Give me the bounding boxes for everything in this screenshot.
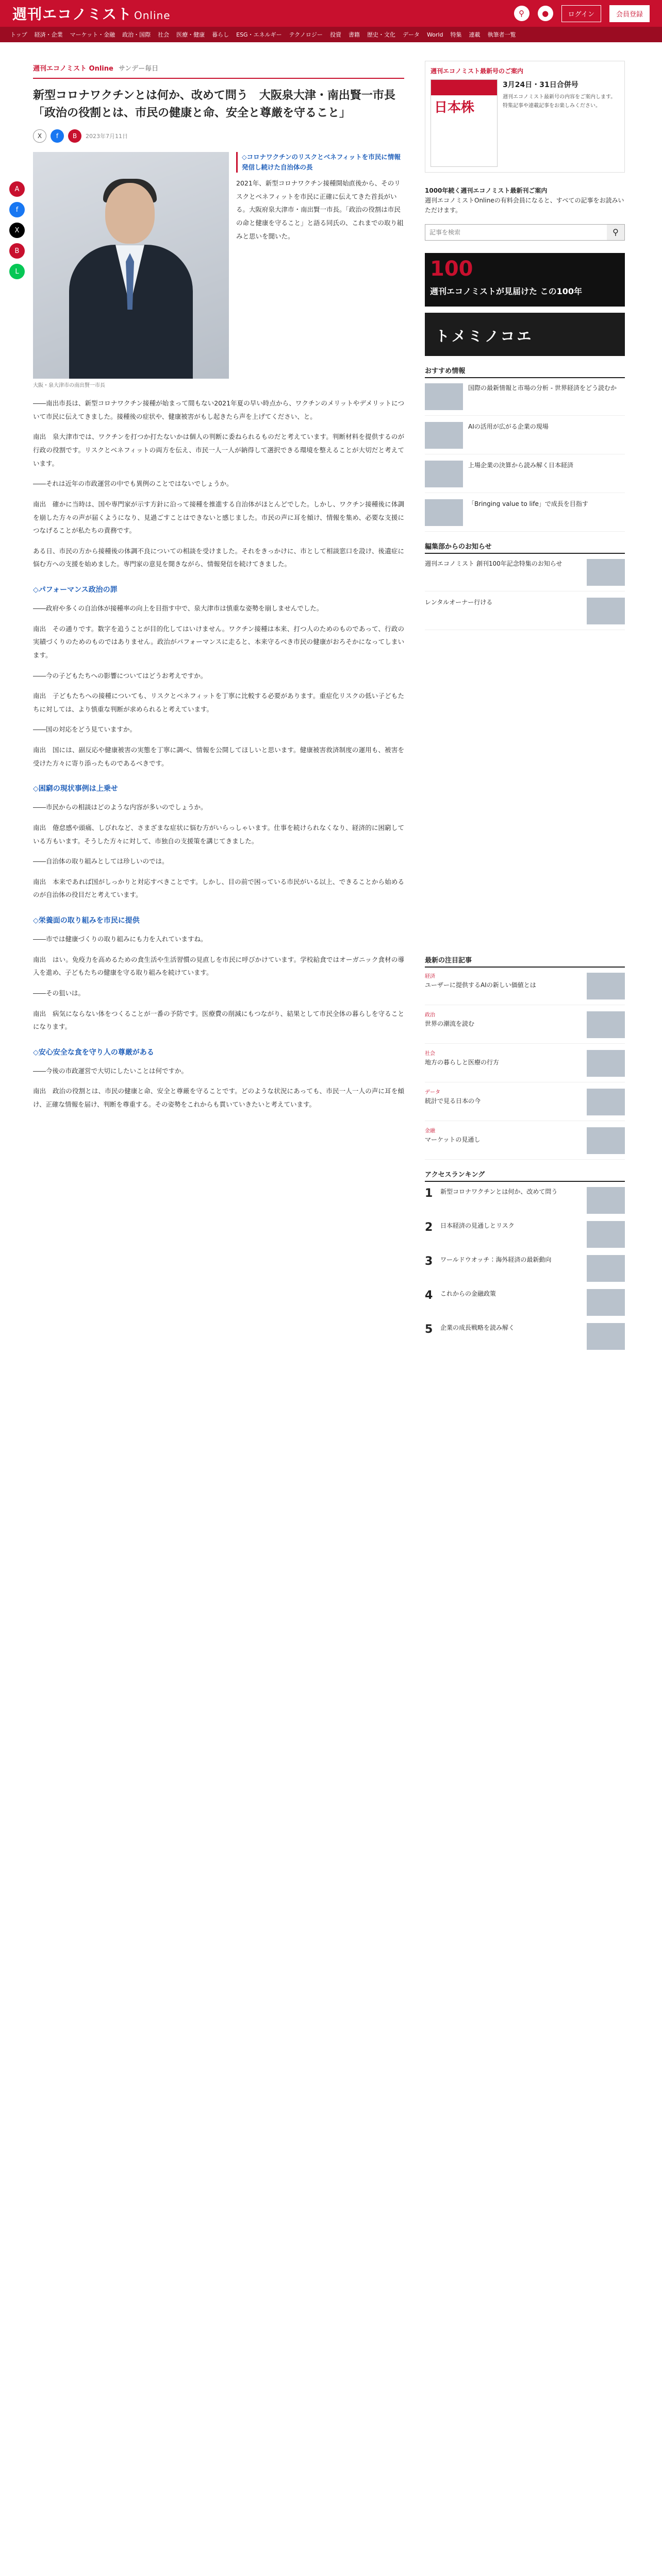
latest-category: データ [425,1089,440,1095]
body-paragraph: ――その狙いは。 [33,989,85,997]
latest-text: 地方の暮らしと医療の行方 [425,1059,500,1066]
breadcrumb-brand[interactable]: 週刊エコノミスト Online [33,65,113,73]
ranking-item[interactable] [425,1289,625,1316]
latest-text-wrap [425,1050,582,1077]
latest-category: 経済 [425,973,435,979]
body-paragraph: 南出 倦怠感や頭痛、しびれなど、さまざまな症状に悩む方がいらっしゃいます。仕事を続けられなくなり、経済的に困窮している方もいます。そうした方々に対して、市独自の支援策を講じてきました。 [33,823,404,845]
login-button[interactable]: ログイン [561,5,601,22]
ranking-item[interactable] [425,1255,625,1282]
body-paragraph: ――政府や多くの自治体が接種率の向上を目指す中で、泉大津市は慎重な姿勢を崩しませんでした。 [33,604,323,613]
body-paragraph: ――国の対応をどう見ていますか。 [33,725,137,734]
ranking-number: 3 [425,1255,433,1268]
article [14,42,404,1357]
nav-item[interactable]: 書籍 [348,31,360,38]
promo-title: 1000年続く週刊エコノミスト最新刊ご案内 [425,187,548,194]
latest-text-wrap [425,1011,582,1038]
editor-heading: 編集部からのお知らせ [425,541,625,554]
font-size-icon[interactable]: A [9,181,25,197]
body-paragraph: 南出 本来であれば国がしっかりと対応すべきことです。しかし、目の前で困っている市民がいる以上、できることから始めるのが自治体の役目だと考えています。 [33,877,404,899]
divider [33,78,404,79]
publish-date: 2023年7月11日 [86,133,128,140]
podcast-banner[interactable] [425,313,625,356]
body-paragraph: 南出 病気にならない体をつくることが一番の予防です。医療費の削減にもつながり、結果として市民全体の暮らしを守ることになります。 [33,1009,404,1031]
photo-caption: 大阪・泉大津市の南出賢一市長 [33,383,105,389]
hatena-icon[interactable]: B [9,243,25,259]
ranking-heading: アクセスランキング [425,1169,625,1182]
x-icon[interactable]: X [9,223,25,238]
thumbnail [425,422,463,449]
magazine-ad[interactable] [425,61,625,173]
banner-text: 週刊エコノミストが見届けた この100年 [430,286,582,296]
banner-number: 100 [430,257,473,281]
nav-item[interactable]: 特集 [450,31,462,38]
body-paragraph: ――市では健康づくりの取り組みにも力を入れていますね。 [33,935,207,943]
body-paragraph: 南出 泉大津市では、ワクチンを打つか打たないかは個人の判断に委ねられるものだと考えています。判断材料を提供するのが行政の役割です。リスクとベネフィットの両方を伝え、市民一人一人が納得して選択できる環境を整えることが大切だと考えています。 [33,433,404,467]
ranking-number: 5 [425,1323,433,1336]
recommend-item[interactable] [425,422,625,454]
facebook-share-icon[interactable]: f [51,129,64,143]
body-paragraph: 南出 子どもたちへの接種についても、リスクとベネフィットを丁寧に比較する必要があります。重症化リスクの低い子どもたちに対しては、より慎重な判断が求められると考えています。 [33,692,404,713]
thumbnail [587,598,625,624]
body-paragraph: 南出 国には、副反応や健康被害の実態を丁寧に調べ、情報を公開してほしいと思います。健康被害救済制度の運用も、被害を受けた方々に寄り添ったものであるべきです。 [33,746,404,767]
ranking-number: 1 [425,1187,433,1200]
nav-item[interactable]: 暮らし [212,31,229,38]
section-heading: ◇栄養面の取り組みを市民に提供 [33,917,140,925]
body-paragraph: ――南出市長は、新型コロナワクチン接種が始まって間もない2021年夏の早い時点から、ワクチンのメリットやデメリットについて市民に伝えてきました。接種後の症状や、健康被害がもし起きたら声を上げてください、と。 [33,399,404,420]
latest-text: 統計で見る日本の今 [425,1097,481,1105]
ranking-list [425,1187,625,1350]
magazine-ad-title: 週刊エコノミスト最新号のご案内 [431,67,524,75]
nav-item[interactable]: 連載 [469,31,481,38]
latest-text-wrap [425,973,582,999]
nav-item[interactable]: 医療・健康 [176,31,205,38]
nav-item[interactable]: ESG・エネルギー [236,31,282,38]
search-icon[interactable]: ⚲ [607,225,624,240]
latest-category: 金融 [425,1128,435,1134]
sidebar [425,42,625,1357]
nav-item[interactable]: 投資 [329,31,341,38]
body-paragraph: ある日、市民の方から接種後の体調不良についての相談を受けました。それをきっかけに、市として相談窓口を設け、後遺症に悩む方への支援を始めました。専門家の意見を聞きながら、情報発信を続けてきました。 [33,547,404,568]
facebook-icon[interactable]: f [9,202,25,217]
latest-item[interactable] [425,973,625,1005]
article-title: 新型コロナワクチンとは何か、改めて問う 大阪泉大津・南出賢一市長「政治の役割とは、市民の健康と命、安全と尊厳を守ること」 [33,89,395,120]
top-bar [0,0,662,27]
thumbnail [587,1127,625,1154]
editor-item[interactable] [425,598,625,630]
magazine-description: 週刊エコノミスト最新号の内容をご案内します。特集記事や連載記事をお楽しみください。 [503,94,616,109]
editor-text: 週刊エコノミスト 創刊100年記念特集のお知らせ [425,560,562,567]
thumbnail [587,559,625,586]
editor-list [425,559,625,630]
nav-item[interactable]: 社会 [158,31,170,38]
latest-item[interactable] [425,1127,625,1160]
nav-item[interactable]: 政治・国際 [122,31,151,38]
hatena-share-icon[interactable]: B [68,129,81,143]
thumbnail [587,1289,625,1316]
magazine-cover[interactable] [431,79,498,167]
body-paragraph: ――今後の市政運営で大切にしたいことは何ですか。 [33,1066,188,1075]
recommend-item[interactable] [425,383,625,416]
recommend-heading: おすすめ情報 [425,365,625,378]
thumbnail [587,1255,625,1282]
ranking-number: 4 [425,1289,433,1302]
body-paragraph: 南出 その通りです。数字を追うことが目的化してはいけません。ワクチン接種は本来、打つ人のためのものであって、行政の実績づくりのためのものではありません。政治がパフォーマンスに走ると、本来守るべき市民の健康がおろそかになってしまいます。 [33,624,404,659]
latest-text: ユーザーに提供するAIの新しい価値とは [425,981,536,989]
ranking-text: 新型コロナワクチンとは何か、改めて問う [440,1188,558,1195]
thumbnail [587,1187,625,1214]
thumbnail [587,973,625,999]
latest-text-wrap [425,1127,582,1154]
recommend-text: AIの活用が広がる企業の現場 [468,422,549,430]
latest-text-wrap [425,1089,582,1115]
body-paragraph: ――自治体の取り組みとしては珍しいのでは。 [33,857,169,866]
ranking-text: ワールドウオッチ：海外経済の最新動向 [440,1256,552,1263]
centennial-banner[interactable] [425,253,625,307]
hero [33,152,404,388]
site-logo[interactable]: 週刊エコノミスト Online [12,6,171,23]
section-heading: ◇パフォーマンス政治の罪 [33,586,118,595]
category-nav [0,27,662,42]
body-paragraph: ――市民からの相談はどのような内容が多いのでしょうか。 [33,803,207,811]
recommend-text: 上場企業の決算から読み解く日本経済 [468,461,574,469]
body-paragraph: 南出 はい。免疫力を高めるための食生活や生活習慣の見直しを市民に呼びかけています。学校給食ではオーガニック食材の導入を進め、子どもたちの健康を守る取り組みを続けています。 [33,955,404,977]
ranking-text: 企業の成長戦略を読み解く [440,1324,515,1331]
cover-headline: 日本株 [434,100,475,115]
latest-category: 政治 [425,1012,435,1018]
recommend-item[interactable] [425,499,625,532]
search-icon[interactable]: ⚲ [514,6,529,21]
thumbnail [425,383,463,410]
search-input[interactable] [425,225,607,240]
thumbnail [587,1089,625,1115]
line-icon[interactable]: L [9,264,25,279]
latest-text: マーケットの見通し [425,1136,481,1144]
recommend-item[interactable] [425,461,625,493]
ranking-item[interactable] [425,1221,625,1248]
register-button[interactable]: 会員登録 [609,5,650,22]
latest-item[interactable] [425,1011,625,1044]
thumbnail [587,1050,625,1077]
ranking-number: 2 [425,1221,433,1234]
body-paragraph: 南出 確かに当時は、国や専門家が示す方針に沿って接種を推進する自治体がほとんどでした。しかし、ワクチン接種後に体調を崩した方々の声が届くようになり、見過ごすことはできないと感じました。市民の声に耳を傾け、情報を集め、必要な支援につなげることが私たちの責務です。 [33,500,404,535]
latest-heading: 最新の注目記事 [425,955,625,968]
x-share-icon[interactable]: X [33,129,46,143]
lead-paragraph: 2021年、新型コロナワクチン接種開始直後から、そのリスクとベネフィットを市民に正確に伝えてきた首長がいる。大阪府泉大津市・南出賢一市長。「政治の役割は市民の命と健康を守ること」と語る同氏の、これまでの取り組みと思いを聞いた。 [236,179,404,240]
ranking-text: これからの金融政策 [440,1290,496,1297]
banner2-text: トメミノコエ [435,327,534,345]
nav-item[interactable]: 執筆者一覧 [487,31,516,38]
latest-category: 社会 [425,1050,435,1057]
latest-list [425,973,625,1160]
nav-item[interactable]: マーケット・金融 [70,31,115,38]
body-paragraph: 南出 政治の役割とは、市民の健康と命、安全と尊厳を守ることです。どのような状況にあっても、市民一人一人の声に耳を傾け、正確な情報を届け、判断を尊重する。その姿勢をこれからも貫いていきたいと考えています。 [33,1087,404,1109]
editor-text: レンタルオーナー行ける [425,598,493,606]
user-icon[interactable]: ● [538,6,553,21]
ranking-item[interactable] [425,1187,625,1214]
ranking-text: 日本経済の見通しとリスク [440,1222,515,1229]
section-heading: ◇安心安全な食を守り人の尊厳がある [33,1048,154,1057]
latest-item[interactable] [425,1089,625,1121]
article-body [33,397,404,571]
thumbnail [425,499,463,526]
thumbnail [587,1323,625,1350]
sidebar-search [425,224,625,241]
article-sections [33,584,404,1111]
magazine-issue-date: 3月24日・31日合併号 [503,81,578,89]
nav-item[interactable]: トップ [10,31,27,38]
body-paragraph: ――それは近年の市政運営の中でも異例のことではないでしょうか。 [33,480,233,488]
promo-text: 週刊エコノミストOnlineの有料会員になると、すべての記事をお読みいただけます。 [425,197,624,214]
lead-heading: ◇コロナワクチンのリスクとベネフィットを市民に情報発信し続けた自治体の長 [236,152,404,173]
mayor-photo [33,152,229,379]
ranking-item[interactable] [425,1323,625,1350]
nav-item[interactable]: 経済・企業 [34,31,63,38]
promo[interactable] [425,186,625,216]
thumbnail [587,1221,625,1248]
thumbnail [587,1011,625,1038]
floating-share-bar [9,181,25,279]
breadcrumb [33,63,404,73]
section-heading: ◇困窮の現状事例は上乗せ [33,785,118,793]
body-paragraph: ――今の子どもたちへの影響についてはどうお考えですか。 [33,671,207,680]
recommend-text: 「Bringing value to life」で成長を目指す [468,500,588,507]
editor-item[interactable] [425,559,625,591]
nav-item[interactable]: 歴史・文化 [367,31,395,38]
nav-item[interactable]: テクノロジー [289,31,323,38]
breadcrumb-section[interactable]: サンデー毎日 [118,65,159,73]
thumbnail [425,461,463,487]
nav-item[interactable]: データ [402,31,420,38]
recommend-list [425,383,625,532]
article-meta [33,129,404,143]
nav-item[interactable]: World [426,31,443,38]
recommend-text: 国際の最新情報と市場の分析 - 世界経済をどう読むか [468,384,617,392]
latest-text: 世界の潮流を読む [425,1020,475,1028]
latest-item[interactable] [425,1050,625,1082]
